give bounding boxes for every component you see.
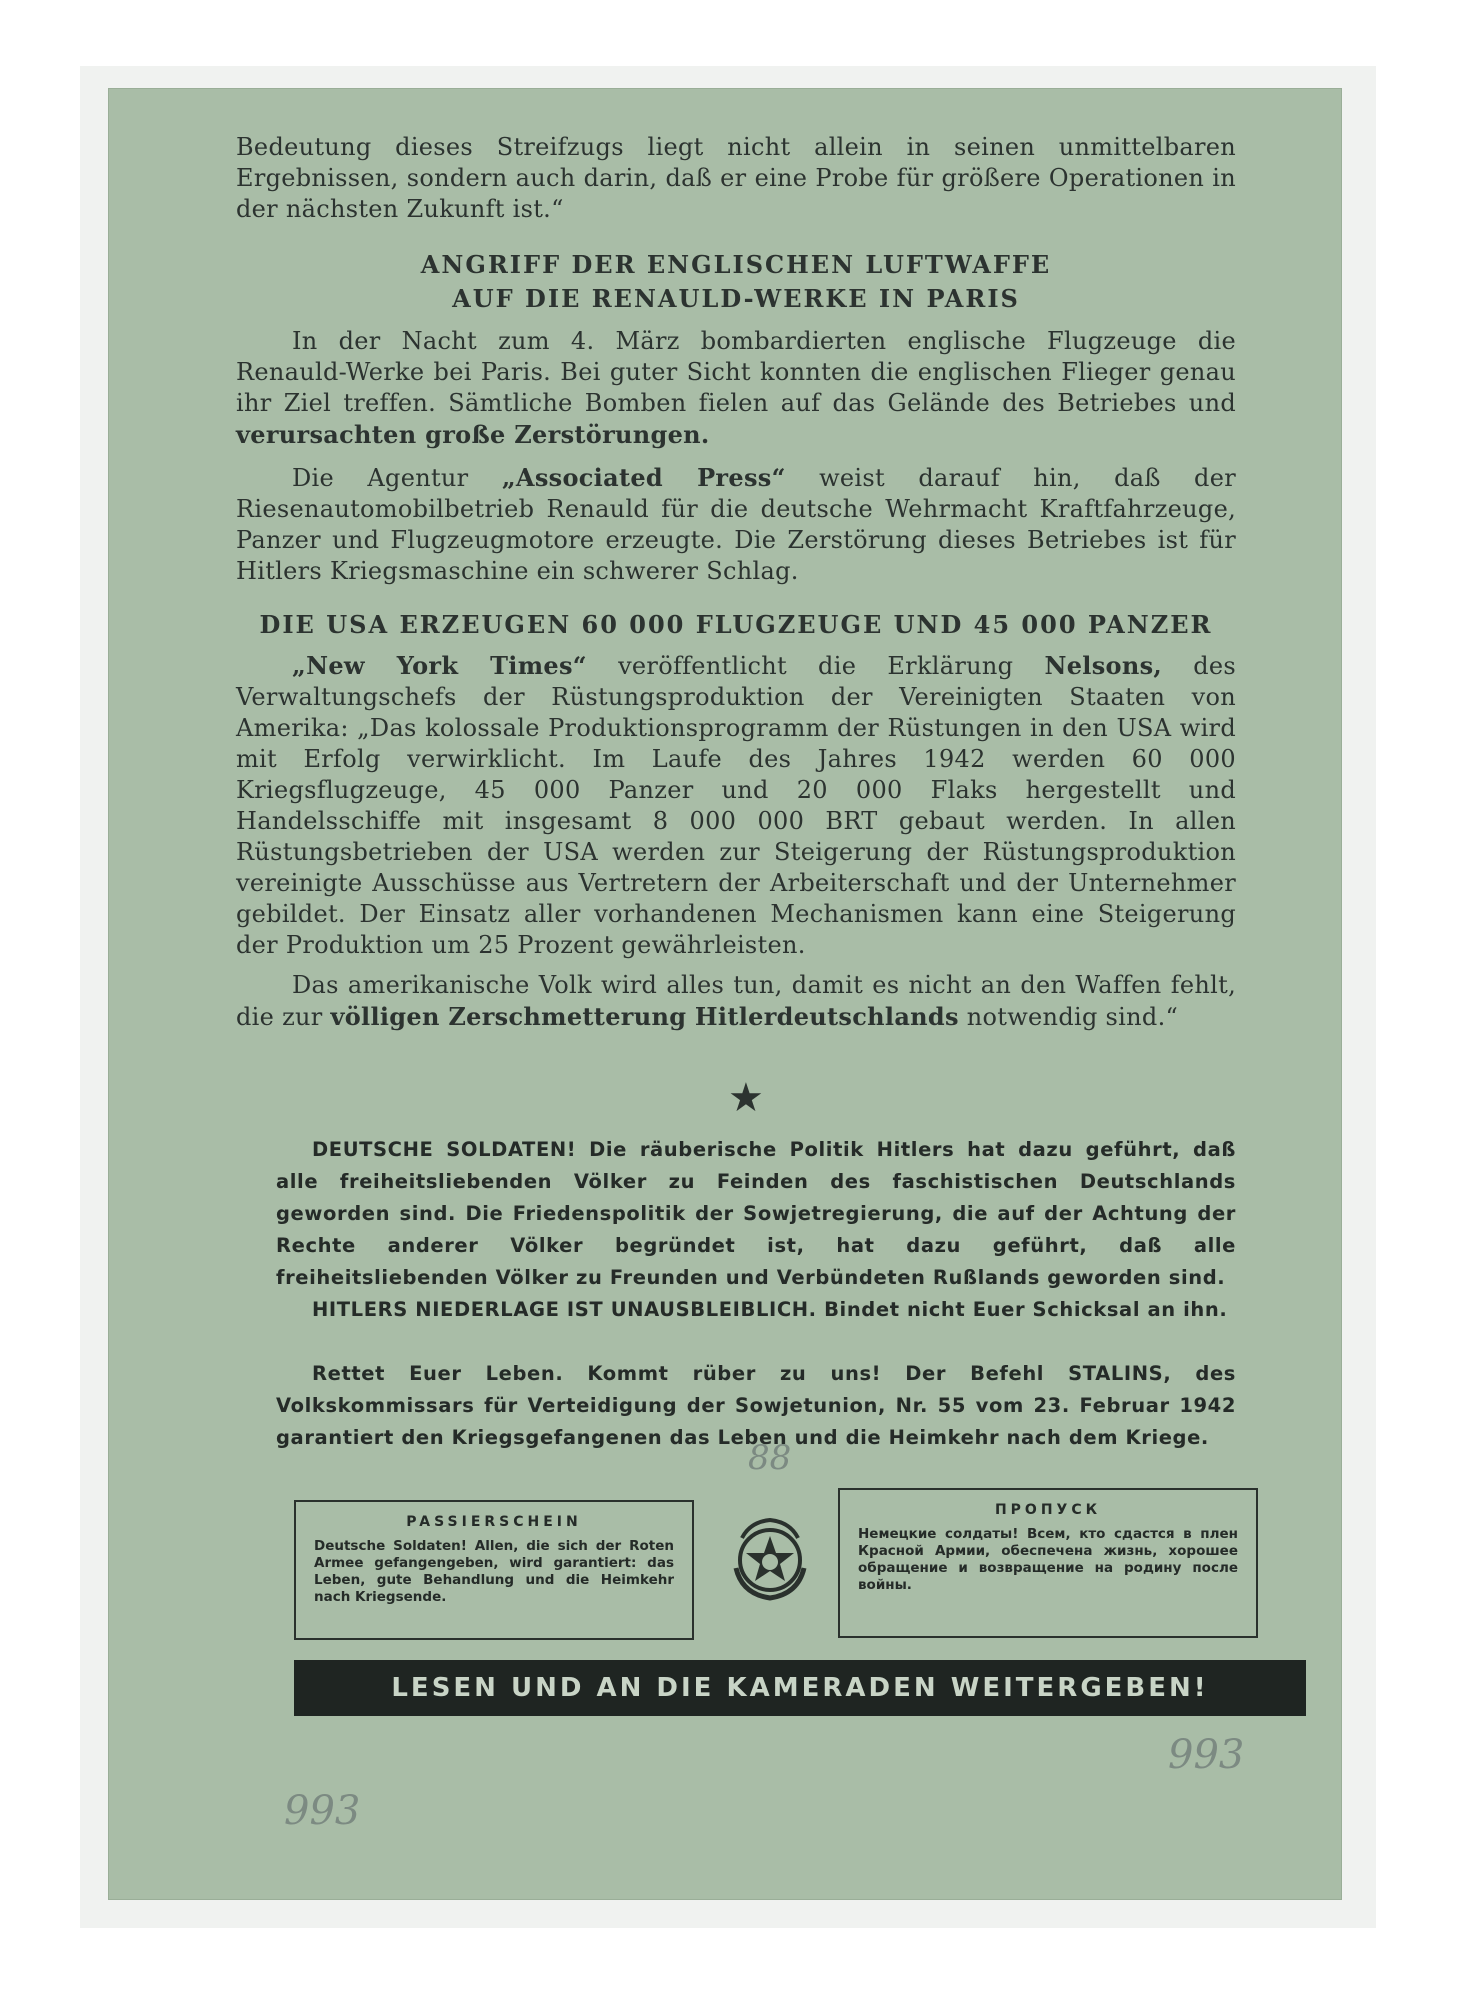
article2-headline-text: DIE USA ERZEUGEN 60 000 FLUGZEUGE UND 45 000 PANZER [259,610,1213,639]
article2-p1-bold2: Nelsons, [1044,651,1163,680]
intro-paragraph [236,132,1236,225]
pass-russian [838,1488,1258,1638]
soviet-emblem-icon [720,1508,820,1608]
article2-p1-bold1: „New York Times“ [292,651,587,680]
appeal-p1-text: Die räuberische Politik Hitlers hat dazu geführt, daß alle freiheitsliebenden Völker zu Feinden des faschistischen Deutschlands geworden sind. Die Friedenspolitik der Sowjetregierung, die auf der Achtung der Rechte anderer Völker begründet ist, hat dazu geführt, daß alle freiheitsliebenden Völker zu Freunden und Verbündeten Rußlands geworden sind. [276,1138,1236,1289]
intro-text: Bedeutung dieses Streifzugs liegt nicht allein in seinen unmittelbaren Ergebnissen, sondern auch darin, daß er eine Probe für größere Operationen in der nächsten Zukunft ist.“ [236,133,1236,223]
handwritten-number-top: 88 [748,1438,792,1478]
article2-headline [236,608,1236,642]
pass-russian-title: ПРОПУСК [994,1502,1102,1518]
appeal-p2-lead: HITLERS NIEDERLAGE IST UNAUSBLEIBLICH. [312,1298,817,1321]
article1-headline-line2: AUF DIE RENAULD-WERKE IN PARIS [452,284,1020,313]
pass-on-banner: LESEN UND AN DIE KAMERADEN WEITERGEBEN! [294,1660,1306,1716]
article2-p1-text-a: veröffentlicht die Erklärung [618,652,1014,680]
pass-russian-text: Немецкие солдаты! Всем, кто сдастся в плен Красной Армии, обеспечена жизнь, хорошее обращение и возвращение на родину после войны. [858,1526,1238,1593]
article1-p2-bold: „Associated Press“ [501,463,786,492]
article1-paragraph1 [236,326,1236,451]
article2-p1-text-b: des Verwaltungschefs der Rüstungsproduktion der Vereinigten Staaten von Amerika: „Das kolossale Produktionsprogramm der Rüstungen in den USA wird mit Erfolg verwirklicht. Im Laufe des Jahres 1942 werden 60 000 Kriegsflugzeuge, 45 000 Panzer und 20 000 Flaks hergestellt und Handelsschiffe mit insgesamt 8 000 000 BRT gebaut werden. In allen Rüstungsbetrieben der USA werden zur Steigerung der Rüstungsproduktion vereinigte Ausschüsse aus Vertretern der Arbeiterschaft und der Unternehmer gebildet. Der Einsatz aller vorhandenen Mechanismen kann eine Steigerung der Produktion um 25 Prozent gewährleisten. [236,652,1236,959]
article1-p1-text: In der Nacht zum 4. März bombardierten englische Flugzeuge die Renauld-Werke bei Paris. Bei guter Sicht konnten die englischen Flieger genau ihr Ziel treffen. Sämtliche Bomben fielen auf das Gelände des Betriebes und [236,327,1236,417]
appeal-paragraph2 [276,1294,1236,1326]
article1-paragraph2 [236,462,1236,587]
appeal-paragraph1 [276,1134,1236,1294]
pass-german [294,1500,694,1640]
star-separator: ★ [728,1075,764,1121]
pass-german-title: PASSIERSCHEIN [406,1514,582,1530]
appeal-p1-lead: DEUTSCHE SOLDATEN! [312,1138,577,1161]
article2-paragraph1 [236,650,1236,961]
article1-p2-text-b: weist darauf hin, daß der Riesenautomobilbetrieb Renauld für die deutsche Wehrmacht Kraftfahrzeuge, Panzer und Flugzeugmotore erzeugte. Die Zerstörung dieses Betriebes ist für Hitlers Kriegsmaschine ein schwerer Schlag. [236,464,1236,585]
article1-headline [236,248,1236,316]
article1-p2-text-a: Die Agentur [292,464,469,492]
article2-p2-text-a: Das amerikanische Volk wird alles tun, damit es nicht an den Waffen fehlt, die zur [236,971,1236,1031]
handwritten-number-right: 993 [1168,1732,1245,1778]
pass-german-text: Deutsche Soldaten! Allen, die sich der Roten Armee gefangengeben, wird garantiert: das Leben, gute Behandlung und die Heimkehr nach Kriegsende. [314,1538,674,1605]
appeal-p2-text: Bindet nicht Euer Schicksal an ihn. [824,1298,1228,1321]
article1-headline-line1: ANGRIFF DER ENGLISCHEN LUFTWAFFE [420,250,1052,279]
article2-paragraph2 [236,970,1236,1033]
article2-p2-bold: völligen Zerschmetterung Hitlerdeutschlands [330,1002,959,1031]
appeal-p3-text: Rettet Euer Leben. Kommt rüber zu uns! Der Befehl STALINS, des Volkskommissars für Verteidigung der Sowjetunion, Nr. 55 vom 23. Februar 1942 garantiert den Kriegsgefangenen das Leben und die Heimkehr nach dem Kriege. [276,1362,1236,1449]
article1-p1-bold: verursachten große Zerstörungen. [236,420,710,449]
leaflet-page [108,88,1342,1900]
article2-p2-text-b: notwendig sind.“ [966,1003,1179,1031]
handwritten-number-left: 993 [284,1788,361,1834]
